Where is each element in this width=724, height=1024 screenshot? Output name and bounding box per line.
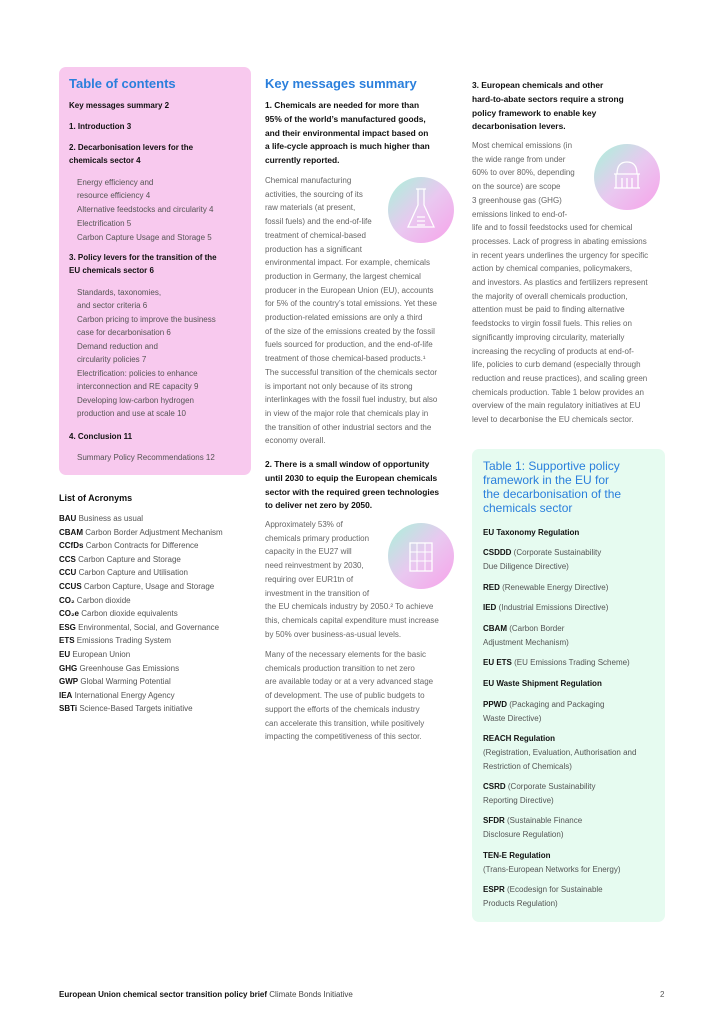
point-three-body-line: on the source) are scope [472,182,561,192]
building-grid-icon [388,523,454,589]
acronym-abbr: GWP [59,677,79,687]
point-two-heading-line: until 2030 to equip the European chemicals [265,472,438,483]
toc-entry: resource efficiency 4 [77,191,151,200]
acronym-full: Carbon Contracts for Difference [85,541,199,551]
table-entry [483,816,582,825]
toc-title: Table of contents [69,76,176,91]
table-entry-desc-line: Reporting Directive) [483,796,554,805]
point-two-body2-line: of development. The use of public budgets to [265,691,425,701]
table-entry-name: CSRD [483,782,506,791]
point-three-body-line: the majority of overall chemicals production, [472,291,628,301]
page-number: 2 [660,990,665,999]
toc-entry: Demand reduction and [77,342,158,351]
table-entry-name: EU Taxonomy Regulation [483,528,580,537]
acronym-full: Carbon Capture, Usage and Storage [83,582,215,591]
table-entry [483,885,603,894]
table-entry [483,583,608,592]
table-entry-desc: (Corporate Sustainability [511,548,602,557]
point-three-body-line: and investors. As plastics and fertilizers represent [472,278,648,287]
point-one-heading-line: 95% of the world’s manufactured goods, [265,113,426,124]
policy-framework-table [472,449,665,922]
point-one-body-line: fuels sourced for production, and the end-of-life [265,340,433,350]
table-entry-name: CBAM [483,624,507,633]
point-two-body-line: capacity in the EU27 will [265,547,352,557]
toc-entry: Carbon Capture Usage and Storage 5 [77,233,212,242]
table-entry [483,624,564,633]
acronym-item [59,704,193,713]
key-messages-title: Key messages summary [265,76,417,91]
table-entry [483,658,630,667]
acronym-full: Emissions Trading System [76,636,172,646]
table-entry-desc-line: (Trans-European Networks for Energy) [483,865,621,874]
table-entry-name: EU Waste Shipment Regulation [483,679,602,688]
point-one-body-line: raw materials (at present, [265,203,356,213]
acronym-abbr: CO₂ [59,595,75,605]
toc-entry: 3. Policy levers for the transition of the [69,253,217,262]
toc-entry: Carbon pricing to improve the business [77,315,216,324]
toc-entry: Developing low-carbon hydrogen [77,396,194,405]
table-entry-name: REACH Regulation [483,734,555,743]
acronym-full: Business as usual [78,514,144,523]
toc-entry: circularity policies 7 [77,355,147,364]
table-entry-desc: (Renewable Energy Directive) [499,583,609,592]
table-entry [483,603,608,612]
point-three-body-line: life and to fossil feedstocks used for chemical [472,223,633,233]
point-one-body-line: production-related emissions are only a third [265,313,423,322]
point-three-body-line: emissions linked to end-of- [472,209,568,219]
point-three-body-line: 3 greenhouse gas (GHG) [472,195,562,205]
point-one-heading-line: and their environmental impact based on [265,127,429,138]
toc-entry: production and use at scale 10 [77,409,186,418]
point-two-body-line: chemicals primary production [265,533,370,543]
acronym-full: Global Warming Potential [80,677,171,687]
point-one-heading-line: currently reported. [265,155,340,166]
toc-entry: Electrification 5 [77,219,132,228]
table-title-line: the decarbonisation of the [483,487,622,501]
acronym-item [59,528,223,537]
point-two-body-line: investment in the transition of [265,588,370,598]
point-three-body-line: life, policies to curb demand (especially through [472,360,641,370]
point-three-body-line: the wide range from under [472,154,566,164]
acronym-abbr: SBTi [59,704,78,714]
point-two-body2-line: support the efforts of the chemicals industry [265,704,420,714]
table-entry [483,528,579,537]
point-three-body-line: action by chemical companies, policymakers, [472,264,633,274]
point-three-heading-line: 3. European chemicals and other [472,80,604,90]
point-two-body-line: need reinvestment by 2030, [265,561,364,571]
point-three-body-line: in recent years underlines the urgency for specific [472,250,649,260]
point-one-body-line: environmental impact. For example, chemicals [265,258,430,268]
table-entry [483,700,604,709]
acronym-abbr: CCUS [59,582,82,591]
point-three-body-line: increasing the recycling of products at end-of- [472,346,634,356]
flask-icon [388,177,454,243]
point-two-body-line: this, chemicals capital expenditure must increase [265,615,439,625]
acronym-item [59,555,181,564]
toc-entry: Standards, taxonomies, [77,288,162,297]
point-two-body-line: requiring over EUR1tn of [265,574,354,584]
point-two-body-line: the EU chemicals industry by 2050.² To achieve [265,602,434,612]
acronym-item [59,664,179,673]
point-one-body-line: production in Germany, the largest chemical [265,271,421,281]
table-title-line: Table 1: Supportive policy [483,459,620,473]
point-two-body2-line: chemicals production transition to net zero [265,663,415,673]
point-two-heading-line: sector with the required green technologies [265,486,440,497]
acronym-item [59,596,131,605]
point-three-heading-line: hard-to-abate sectors require a strong [472,93,624,104]
acronym-abbr: GHG [59,663,78,673]
acronym-full: Carbon Capture and Utilisation [78,568,188,578]
point-two-body-line: by 50% over business-as-usual levels. [265,629,402,639]
table-entry-name: PPWD [483,700,507,709]
point-three-body-line: overview of the main regulatory initiatives at EU [472,401,641,411]
acronym-item [59,514,143,523]
acronym-abbr: EU [59,650,71,659]
toc-entry: Summary Policy Recommendations 12 [77,453,215,462]
table-entry-name: CSDDD [483,548,512,557]
point-three-body-line: chemicals production. Table 1 below provides an [472,387,644,397]
acronym-full: Greenhouse Gas Emissions [79,663,180,673]
table-entry-name: RED [483,583,500,592]
table-of-contents [59,67,251,475]
acronym-full: International Energy Agency [74,690,175,700]
acronym-item [59,582,214,591]
table-entry-name: TEN-E Regulation [483,851,551,860]
acronym-item [59,568,188,577]
acronym-abbr: CCfDs [59,541,84,551]
table-entry [483,851,551,860]
acronym-abbr: CCS [59,554,76,564]
point-three-heading-line: policy framework to enable key [472,107,597,118]
table-entry-desc: (Sustainable Finance [504,816,583,825]
toc-entry: EU chemicals sector 6 [69,266,154,275]
footer [59,990,353,999]
table-entry-desc-line: Adjustment Mechanism) [483,638,569,647]
table-entry-name: EU ETS [483,658,512,667]
table-entry-desc: (Packaging and Packaging [507,700,605,709]
point-one-body-line: for 5% of the country’s total emissions. Yet these [265,299,437,309]
acronym-full: European Union [72,650,131,659]
point-one-body-line: in view of the major role that chemicals play in [265,408,429,418]
point-one-body-line: The successful transition of the chemicals sector [265,367,438,377]
point-three-body-line: processes. Lack of progress in abating emissions [472,236,647,246]
toc-entry: 1. Introduction 3 [69,122,132,131]
acronym-item [59,541,198,550]
acronyms-title: List of Acronyms [59,493,133,503]
acronym-abbr: CBAM [59,527,83,537]
point-one-body-line: producer in the European Union (EU), accounts [265,285,434,295]
acronym-abbr: CO₂e [59,609,80,619]
table-entry [483,734,555,743]
acronym-item [59,636,171,645]
toc-entry: and sector criteria 6 [77,301,148,310]
point-three-body-line: feedstocks to virgin fossil fuels. This relies on [472,319,632,329]
point-one-body-line: of the size of the emissions created by the fossil [265,326,435,336]
toc-entry: Key messages summary 2 [69,101,170,110]
table-entry-desc-line: Products Regulation) [483,899,558,908]
table-entry-desc-line: Waste Directive) [483,714,542,723]
table-entry-desc: (Ecodesign for Sustainable [504,885,603,894]
point-one-body-line: Chemical manufacturing [265,176,352,185]
table-title-line: framework in the EU for [483,473,610,487]
point-one-body-line: the transition of other industrial sectors and the [265,422,432,432]
table-entry-name: IED [483,603,497,612]
table-entry-desc: (Corporate Sustainability [505,782,596,791]
acronym-full: Carbon Capture and Storage [78,554,181,564]
point-one-body-line: activities, the sourcing of its [265,189,363,199]
point-three-body-line: level to decarbonise the EU chemicals sector. [472,415,634,424]
point-two-body-line: Approximately 53% of [265,520,343,529]
table-entry-name: ESPR [483,885,505,894]
toc-entry: Energy efficiency and [77,178,154,187]
table-entry-desc: (EU Emissions Trading Scheme) [511,658,630,667]
point-three-body-line: 60% to over 80%, depending [472,168,575,178]
table-entry-desc-line: Restriction of Chemicals) [483,762,572,771]
point-three-body-line: reduction and reuse practices), and scaling green [472,373,648,383]
toc-entry: 2. Decarbonisation levers for the [69,143,194,152]
point-two-heading-line: to deliver net zero by 2050. [265,500,373,511]
acronym-abbr: CCU [59,568,77,578]
point-three-body-line: Most chemical emissions (in [472,141,573,150]
point-one-body-line: production has a significant [265,244,362,254]
point-three-body-line: significantly improving circularity, materially [472,332,625,342]
point-two-body2-line: are available today or at a very advanced stage [265,677,434,687]
toc-entry: Alternative feedstocks and circularity 4 [77,205,214,214]
point-two-body2-line: can accelerate this transition, while positively [265,718,425,728]
table-entry-name: SFDR [483,816,505,825]
table-entry-desc: (Industrial Emissions Directive) [496,603,609,612]
point-two-heading-line: 2. There is a small window of opportunity [265,459,430,469]
toc-entry: chemicals sector 4 [69,156,141,165]
point-one-body-line: is important not only because of its strong [265,381,413,391]
table-entry-desc-line: (Registration, Evaluation, Authorisation and [483,748,637,757]
point-one-body-line: treatment of those chemical-based products.¹ [265,354,426,364]
acronym-full: Carbon dioxide equivalents [81,609,178,619]
toc-entry: 4. Conclusion 11 [69,432,133,441]
table-entry [483,548,601,557]
acronym-full: Science-Based Targets initiative [79,704,193,714]
point-three-heading-line: decarbonisation levers. [472,121,566,132]
point-one-body-line: interlinkages with the fossil fuel industry, but also [265,395,438,405]
acronym-abbr: ESG [59,622,76,632]
acronym-item [59,650,130,659]
point-two-body2-line: impacting the competitiveness of this sector. [265,732,422,742]
point-one-body-line: treatment of chemical-based [265,230,366,240]
point-two-body2-line: Many of the necessary elements for the basic [265,650,426,659]
toc-entry: Electrification: policies to enhance [77,369,198,378]
table-entry [483,679,602,688]
acronym-abbr: BAU [59,514,77,523]
acronym-item [59,691,175,700]
table-entry [483,782,596,791]
point-one-heading-line: a life-cycle approach is much higher than [265,141,430,152]
table-entry-desc-line: Disclosure Regulation) [483,830,564,839]
point-one-heading-line: 1. Chemicals are needed for more than [265,100,420,110]
point-one-body-line: economy overall. [265,436,326,446]
point-one-body-line: fossil fuels) and the end-of-life [265,217,372,227]
point-three-body-line: attention must be paid to finding alternative [472,305,625,315]
acronym-item [59,623,219,632]
acronym-item [59,609,178,618]
footer-org: Climate Bonds Initiative [269,990,353,999]
acronym-item [59,677,171,686]
table-entry-desc: (Carbon Border [507,624,565,633]
acronym-full: Carbon Border Adjustment Mechanism [85,527,223,537]
toc-entry: interconnection and RE capacity 9 [77,382,199,391]
acronym-abbr: ETS [59,636,75,646]
toc-entry: case for decarbonisation 6 [77,328,171,337]
footer-title: European Union chemical sector transition policy brief [59,990,268,999]
acronym-full: Environmental, Social, and Governance [78,622,220,632]
acronym-full: Carbon dioxide [76,595,131,605]
capitol-building-icon [594,144,660,210]
table-entry-desc-line: Due Diligence Directive) [483,562,569,571]
table-title-line: chemicals sector [483,501,573,515]
acronym-abbr: IEA [59,690,73,700]
